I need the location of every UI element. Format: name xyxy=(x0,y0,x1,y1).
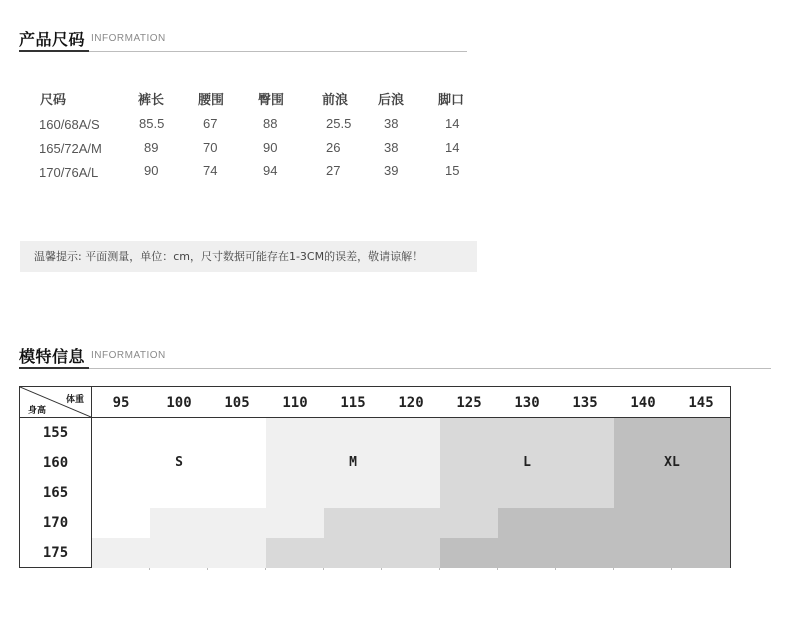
weight-header: 125 xyxy=(456,395,482,411)
corner-weight-label: 体重 xyxy=(66,395,85,405)
model-info-subtitle: INFORMATION xyxy=(91,350,166,361)
height-row-label: 175 xyxy=(42,545,69,561)
corner-height-label: 身高 xyxy=(28,406,47,416)
zone-l xyxy=(324,508,498,538)
product-size-subtitle: INFORMATION xyxy=(91,33,166,44)
table-cell: 26 xyxy=(326,140,341,155)
col-header-hip: 臀围 xyxy=(258,93,285,108)
col-header-front-rise: 前浪 xyxy=(322,93,349,108)
table-cell: 160/68A/S xyxy=(39,117,100,132)
title-divider xyxy=(89,368,771,369)
weight-header: 140 xyxy=(630,395,656,411)
title-underline xyxy=(19,50,89,52)
weight-header: 145 xyxy=(688,395,714,411)
header-column-divider xyxy=(91,387,92,567)
weight-header: 120 xyxy=(398,395,424,411)
grid-tick xyxy=(671,568,672,570)
table-cell: 165/72A/M xyxy=(39,141,102,156)
grid-tick xyxy=(381,568,382,570)
size-label-xl: XL xyxy=(664,455,680,470)
height-row-label: 155 xyxy=(42,425,69,441)
grid-tick xyxy=(207,568,208,570)
weight-header: 95 xyxy=(112,395,130,411)
size-label-l: L xyxy=(523,455,531,470)
table-cell: 39 xyxy=(384,163,399,178)
weight-header: 110 xyxy=(282,395,308,411)
zone-xl xyxy=(498,508,730,538)
table-cell: 85.5 xyxy=(139,116,165,131)
weight-header: 115 xyxy=(340,395,366,411)
grid-tick xyxy=(265,568,266,570)
table-cell: 74 xyxy=(203,163,218,178)
table-cell: 88 xyxy=(263,116,278,131)
col-header-waist: 腰围 xyxy=(198,93,225,108)
table-cell: 170/76A/L xyxy=(39,165,99,180)
table-cell: 67 xyxy=(203,116,218,131)
product-size-title: 产品尺码 xyxy=(19,30,86,49)
grid-tick xyxy=(439,568,440,570)
table-cell: 27 xyxy=(326,163,341,178)
col-header-size: 尺码 xyxy=(40,93,67,108)
table-cell: 38 xyxy=(384,140,399,155)
zone-xl xyxy=(440,538,730,568)
table-cell: 70 xyxy=(203,140,218,155)
col-header-leg-opening: 脚口 xyxy=(438,93,465,108)
table-cell: 90 xyxy=(263,140,278,155)
weight-header: 100 xyxy=(166,395,192,411)
model-info-title: 模特信息 xyxy=(19,347,86,366)
height-row-label: 160 xyxy=(42,455,69,471)
grid-tick xyxy=(497,568,498,570)
col-header-back-rise: 后浪 xyxy=(378,93,405,108)
table-cell: 25.5 xyxy=(326,116,352,131)
weight-header: 105 xyxy=(224,395,250,411)
table-cell: 94 xyxy=(263,163,278,178)
table-cell: 89 xyxy=(144,140,159,155)
title-underline xyxy=(19,367,89,369)
weight-header: 135 xyxy=(572,395,598,411)
grid-tick xyxy=(555,568,556,570)
table-cell: 14 xyxy=(445,140,460,155)
size-label-m: M xyxy=(349,455,357,470)
size-recommendation-grid xyxy=(19,386,731,568)
title-divider xyxy=(89,51,467,52)
height-row-label: 165 xyxy=(42,485,69,501)
grid-tick xyxy=(149,568,150,570)
table-cell: 38 xyxy=(384,116,399,131)
zone-l xyxy=(266,538,440,568)
height-row-label: 170 xyxy=(42,515,69,531)
col-header-length: 裤长 xyxy=(138,93,165,108)
table-cell: 14 xyxy=(445,116,460,131)
zone-m xyxy=(92,538,266,568)
header-row-divider xyxy=(20,417,730,418)
grid-tick xyxy=(323,568,324,570)
zone-m xyxy=(150,508,324,538)
zone-s xyxy=(92,508,150,538)
weight-header: 130 xyxy=(514,395,540,411)
measurement-note: 温馨提示: 平面测量，单位：cm，尺寸数据可能存在1-3CM的误差，敬请谅解！ xyxy=(20,241,477,272)
table-cell: 90 xyxy=(144,163,159,178)
table-cell: 15 xyxy=(445,163,460,178)
size-label-s: S xyxy=(175,455,183,470)
grid-tick xyxy=(613,568,614,570)
